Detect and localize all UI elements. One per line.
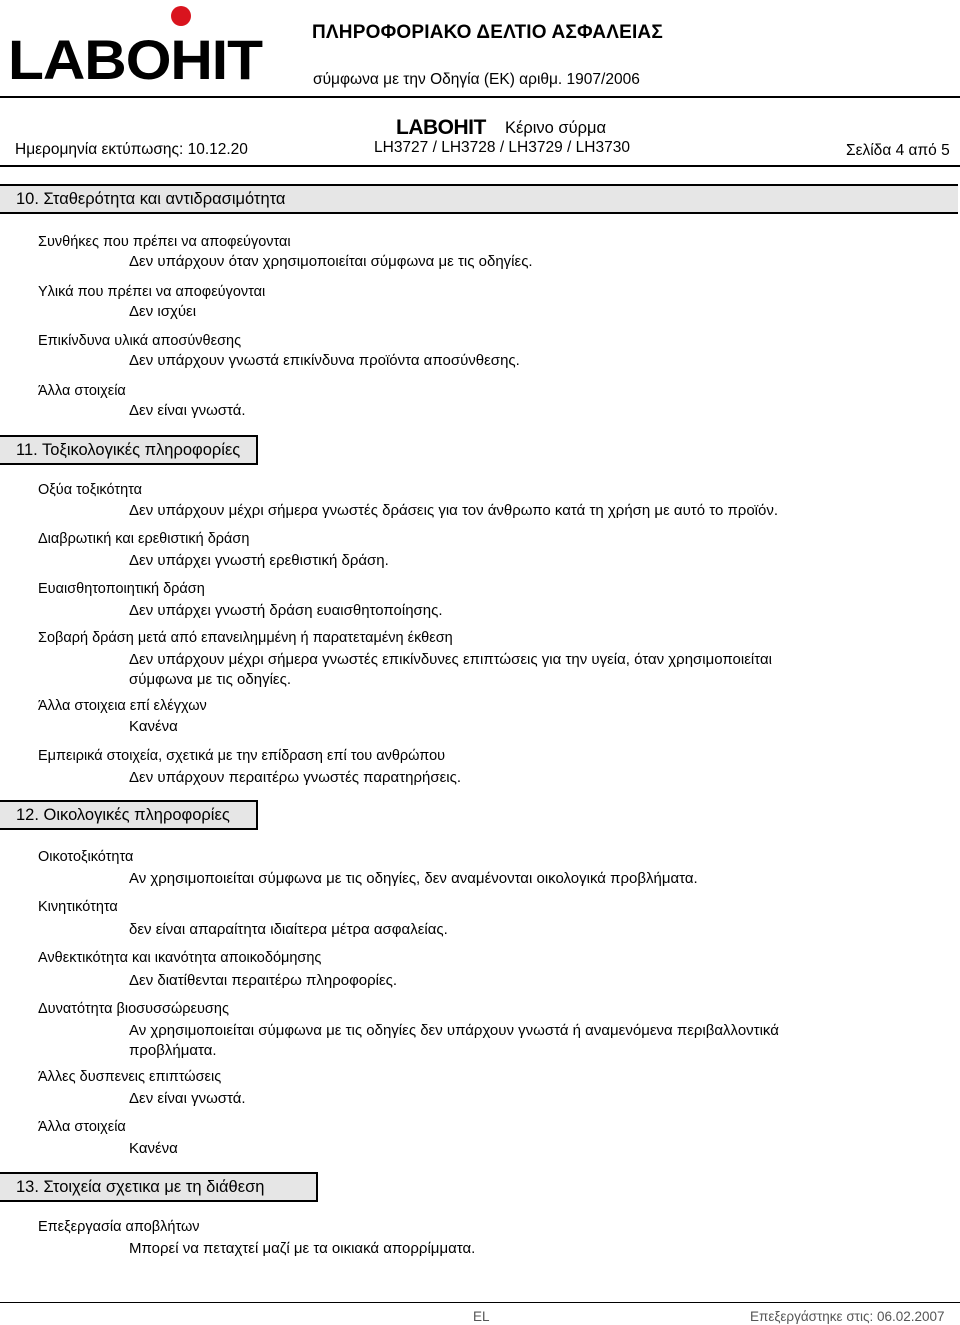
- section-11-header: [0, 435, 258, 465]
- field-label: Σοβαρή δράση μετά από επανειλημμένη ή παρατεταμένη έκθεση: [38, 630, 453, 646]
- field-label: Κινητικότητα: [38, 899, 118, 915]
- footer-revision-date: Επεξεργάστηκε στις: 06.02.2007: [750, 1309, 945, 1324]
- section-title: 11. Τοξικολογικές πληροφορίες: [16, 441, 241, 459]
- product-name: Κέρινο σύρμα: [505, 119, 607, 137]
- field-value: Δεν ισχύει: [129, 303, 197, 320]
- field-label: Εμπειρικά στοιχεία, σχετικά με την επίδραση επί του ανθρώπου: [38, 748, 446, 764]
- field-value: Δεν είναι γνωστά.: [129, 1090, 246, 1107]
- field-label: Άλλα στοιχεία: [38, 1119, 126, 1135]
- field-label: Διαβρωτική και ερεθιστική δράση: [38, 531, 250, 547]
- field-label: Ανθεκτικότητα και ικανότητα αποικοδόμησης: [38, 950, 322, 966]
- product-brand: LABOHIT: [396, 116, 486, 139]
- product-codes: LH3727 / LH3728 / LH3729 / LH3730: [374, 139, 630, 156]
- logo-red-dot: [171, 6, 191, 26]
- field-value: Δεν υπάρχουν γνωστά επικίνδυνα προϊόντα αποσύνθεσης.: [129, 352, 520, 369]
- print-date: Ημερομηνία εκτύπωσης: 10.12.20: [15, 141, 248, 158]
- field-value: Δεν υπάρχει γνωστή ερεθιστική δράση.: [129, 552, 389, 569]
- field-value: Αν χρησιμοποιείται σύμφωνα με τις οδηγίες δεν υπάρχουν γνωστά ή αναμενόμενα περιβαλλοντικά προβλήματα.: [129, 1022, 779, 1059]
- section-13-header: [0, 1172, 318, 1202]
- field-label: Άλλα στοιχεια επί ελέγχων: [38, 698, 207, 714]
- field-label: Άλλες δυσπενεις επιπτώσεις: [38, 1069, 222, 1085]
- field-value: Δεν υπάρχουν όταν χρησιμοποιείται σύμφωνα με τις οδηγίες.: [129, 253, 533, 270]
- field-label: Άλλα στοιχεία: [38, 383, 126, 399]
- field-value: Δεν είναι γνωστά.: [129, 402, 246, 419]
- company-logo: [8, 6, 262, 91]
- field-label: Υλικά που πρέπει να αποφεύγονται: [38, 284, 266, 300]
- field-label: Συνθήκες που πρέπει να αποφεύγονται: [38, 234, 291, 250]
- field-value: Δεν υπάρχουν μέχρι σήμερα γνωστές δράσεις για τον άνθρωπο κατά τη χρήση με αυτό το προϊόν.: [129, 502, 779, 519]
- section-title: 12. Οικολογικές πληροφορίες: [16, 806, 230, 824]
- field-value: Δεν υπάρχουν μέχρι σήμερα γνωστές επικίνδυνες επιπτώσεις για την υγεία, όταν χρησιμοποιείται σύμφωνα με τις οδηγίες.: [129, 651, 772, 688]
- field-label: Δυνατότητα βιοσυσσώρευσης: [38, 1001, 229, 1017]
- document-title: ΠΛΗΡΟΦΟΡΙΑΚΟ ΔΕΛΤΙΟ ΑΣΦΑΛΕΙΑΣ: [312, 22, 663, 43]
- logo-wordmark: LABOHIT: [8, 28, 262, 91]
- header-divider-bottom: [0, 165, 960, 167]
- document-subtitle: σύμφωνα με την Οδηγία (ΕΚ) αριθμ. 1907/2006: [313, 71, 640, 88]
- field-label: Οικοτοξικότητα: [38, 849, 134, 865]
- section-title: 10. Σταθερότητα και αντιδρασιμότητα: [16, 190, 286, 208]
- footer-divider: [0, 1302, 960, 1303]
- field-label: Οξύα τοξικότητα: [38, 482, 143, 498]
- field-value: Μπορεί να πεταχτεί μαζί με τα οικιακά απορρίμματα.: [129, 1240, 476, 1257]
- field-label: Ευαισθητοποιητική δράση: [38, 581, 205, 597]
- field-value: Κανένα: [129, 1140, 178, 1157]
- field-value: Αν χρησιμοποιείται σύμφωνα με τις οδηγίες, δεν αναμένονται οικολογικά προβλήματα.: [129, 870, 698, 887]
- footer-language: EL: [473, 1309, 490, 1324]
- page-number: Σελίδα 4 από 5: [846, 142, 950, 159]
- section-title: 13. Στοιχεία σχετικα με τη διάθεση: [16, 1178, 265, 1196]
- field-label: Επικίνδυνα υλικά αποσύνθεσης: [38, 333, 242, 349]
- field-value: Δεν υπάρχει γνωστή δράση ευαισθητοποίησης.: [129, 602, 443, 619]
- field-value: Δεν υπάρχουν περαιτέρω γνωστές παρατηρήσεις.: [129, 769, 462, 786]
- field-value: δεν είναι απαραίτητα ιδιαίτερα μέτρα ασφαλείας.: [129, 921, 448, 938]
- section-12-header: [0, 800, 258, 830]
- section-10-header: [0, 184, 958, 214]
- field-value: Κανένα: [129, 718, 178, 735]
- field-label: Επεξεργασία αποβλήτων: [38, 1219, 200, 1235]
- field-value: Δεν διατίθενται περαιτέρω πληροφορίες.: [129, 972, 398, 989]
- header-divider: [0, 96, 960, 98]
